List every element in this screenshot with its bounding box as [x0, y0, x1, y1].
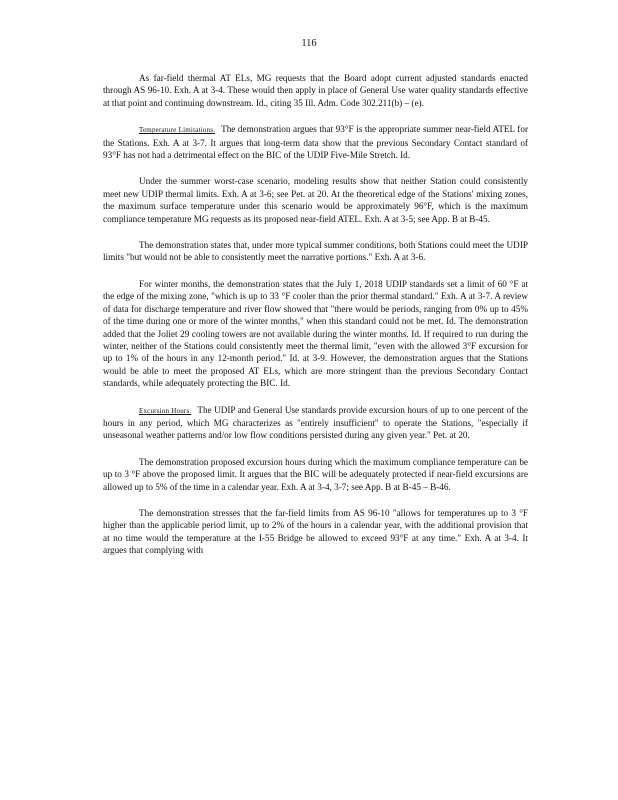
paragraph: [103, 72, 528, 109]
paragraph: [103, 278, 528, 390]
body-text: [103, 72, 528, 571]
section-heading: Temperature Limitations.: [139, 126, 216, 135]
paragraph: [103, 456, 528, 493]
paragraph-text: The demonstration states that, under more typical summer conditions, both Stations could meet the UDIP limits "but would not be able to consistently meet the narrative portions." Exh. A at 3-6.: [103, 240, 528, 263]
paragraph-text: As far-field thermal AT ELs, MG requests that the Board adopt current adjusted standards enacted through AS 96-10. Exh. A at 3-4. These would then apply in place of General Use water quality standards effective at that point and continuing downstream. Id., citing 35 Ill. Adm. Code 302.211(b) – (e).: [103, 73, 528, 108]
paragraph-text: The demonstration proposed excursion hours during which the maximum compliance temperature can be up to 3 °F above the proposed limit. It argues that the BIC will be adequately protected if near-field excursions are allowed up to 5% of the time in a calendar year. Exh. A at 3-4, 3-7; see App. B at B-45 – B-46.: [103, 456, 528, 492]
paragraph: [103, 175, 528, 225]
paragraph: [103, 123, 528, 161]
paragraph-text: For winter months, the demonstration states that the July 1, 2018 UDIP standards set a limit of 60 °F at the edge of the mixing zone, "which is up to 33 °F cooler than the prior thermal standard." Exh. A at 3-7. A review of data for discharge temperature and river flow showed that "there would be periods, ranging from 0% up to 45% of the time during one or more of the winter months," when this standard could not be met. Id. The demonstration added that the Joliet 29 cooling towers are not available during the winter months. Id. If required to run during the winter, neither of the Stations could consistently meet the thermal limit, "even with the allowed 3°F excursion for up to 1% of the hours in any 12-month period." Id. at 3-9. However, the demonstration argues that the Stations would be able to meet the proposed AT ELs, which are more stringent than the previous Secondary Contact standards, while adequately protecting the BIC. Id.: [103, 278, 528, 389]
paragraph: [103, 404, 528, 442]
paragraph-text: The demonstration argues that 93°F is the appropriate summer near-field ATEL for the Stations. Exh. A at 3-7. It argues that long-term data show that the previous Secondary Contact standard of 93°F has not had a detrimental effect on the BIC of the UDIP Five-Mile Stretch. Id.: [103, 124, 529, 161]
paragraph: [103, 507, 528, 557]
paragraph: [103, 239, 528, 264]
paragraph-text: The UDIP and General Use standards provide excursion hours of up to one percent of the hours in any period, which MG characterizes as "entirely insufficient" to operate the Stations, "especially if unseasonal weather patterns and/or low flow conditions persisted during any given year." Pet. at 20.: [103, 404, 528, 441]
paragraph-text: Under the summer worst-case scenario, modeling results show that neither Station could consistently meet new UDIP thermal limits. Exh. A at 3-6; see Pet. at 20. At the theoretical edge of the Stations' mixing zones, the maximum surface temperature under this scenario would be approximately 96°F, which is the maximum compliance temperature MG requests as its proposed near-field ATEL. Exh. A at 3-5; see App. B at B-45.: [103, 176, 528, 224]
page-number: 116: [301, 38, 317, 49]
paragraph-text: The demonstration stresses that the far-field limits from AS 96-10 "allows for temperatures up to 3 °F higher than the applicable period limit, up to 2% of the hours in a calendar year, with the additional provision that at no time would the temperature at the I-55 Bridge be allowed to exceed 93°F at any time." Exh. A at 3-4. It argues that complying with: [103, 507, 528, 556]
section-heading: Excursion Hours.: [139, 406, 192, 415]
